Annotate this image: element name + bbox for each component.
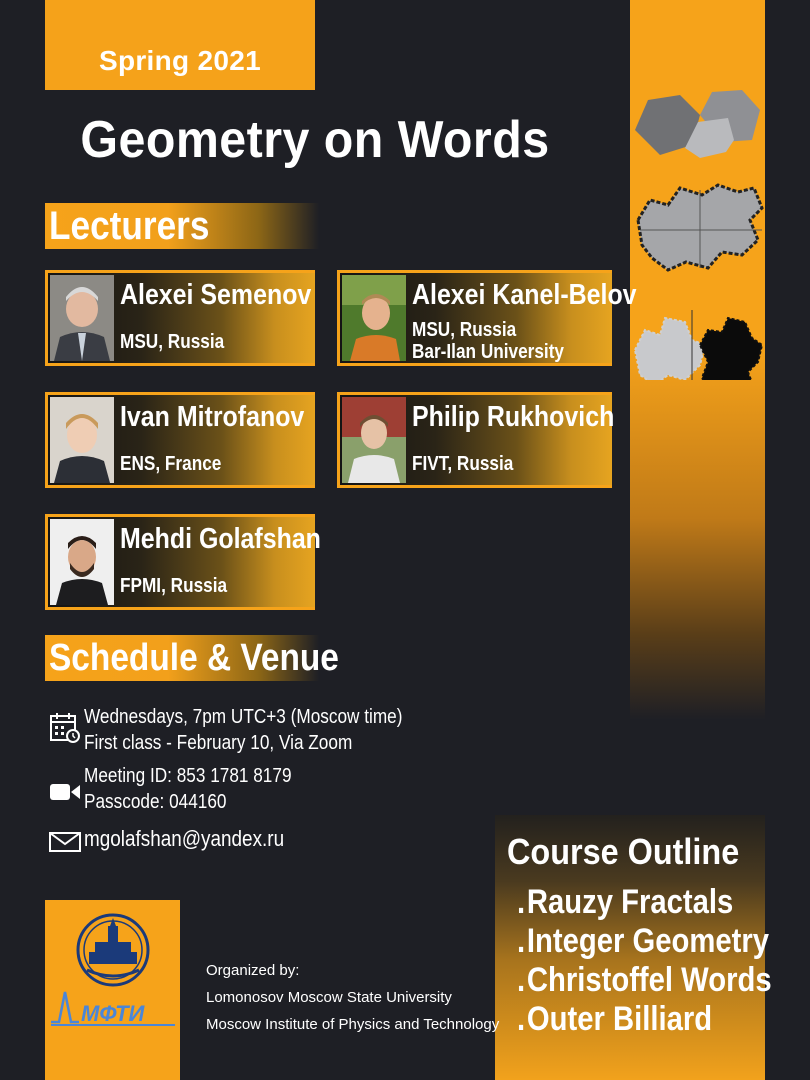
schedule-title: Schedule & Venue (49, 636, 339, 679)
rauzy-fractal-tiles (635, 90, 760, 158)
lecturer-card (45, 270, 315, 366)
contact-email[interactable]: mgolafshan@yandex.ru (84, 826, 285, 851)
mipt-logo (49, 988, 177, 1028)
christoffel-fractal (635, 310, 762, 380)
lecturer-name: Philip Rukhovich (412, 401, 615, 433)
lecturers-title: Lecturers (49, 203, 210, 248)
lecturer-affiliation: FIVT, Russia (412, 453, 514, 475)
lecturer-photo (342, 275, 406, 361)
lecturer-card (337, 270, 637, 366)
calendar-icon (49, 712, 81, 744)
page-title: Geometry on Words (80, 111, 550, 169)
meeting-id: Meeting ID: 853 1781 8179 (84, 765, 292, 787)
mipt-logo-text: МФТИ (81, 1001, 145, 1026)
outline-topic: .Rauzy Fractals (517, 883, 734, 921)
passcode: Passcode: 044160 (84, 791, 227, 813)
schedule-header (45, 635, 339, 681)
lecturer-name: Alexei Semenov (120, 279, 312, 311)
lecturer-photo (50, 275, 114, 361)
lecturer-affiliation-2: Bar-Ilan University (412, 341, 564, 363)
lecturer-card (45, 514, 321, 610)
lecturer-affiliation: ENS, France (120, 453, 222, 475)
outline-title: Course Outline (507, 831, 740, 872)
outline-topic: .Christoffel Words (517, 961, 772, 999)
video-camera-icon (49, 781, 81, 803)
lecturer-photo (342, 397, 406, 483)
organizer-msu: Lomonosov Moscow State University (206, 989, 452, 1006)
organizer-mipt: Moscow Institute of Physics and Technology (206, 1016, 500, 1033)
schedule-first-class: First class - February 10, Via Zoom (84, 732, 353, 754)
season-label: Spring 2021 (98, 45, 262, 76)
fractal-illustrations (630, 40, 765, 380)
logos-panel (45, 900, 180, 1080)
lecturers-header (45, 203, 319, 249)
outline-topic: .Integer Geometry (517, 922, 769, 960)
season-banner (45, 0, 315, 90)
lecturer-name: Alexei Kanel-Belov (412, 279, 637, 311)
lecturer-affiliation: MSU, Russia (120, 331, 225, 353)
boundary-fractal (638, 185, 762, 270)
lecturer-affiliation: MSU, Russia (412, 319, 517, 341)
lecturer-card (45, 392, 315, 488)
envelope-icon (49, 832, 81, 852)
lecturer-photo (50, 397, 114, 483)
lecturer-name: Mehdi Golafshan (120, 523, 321, 555)
organized-by-label: Organized by: (206, 962, 300, 979)
course-outline (495, 815, 772, 1080)
lecturer-photo (50, 519, 114, 605)
msu-logo (75, 912, 151, 988)
schedule-time: Wednesdays, 7pm UTC+3 (Moscow time) (84, 706, 403, 728)
lecturer-card (337, 392, 615, 488)
outline-topic: .Outer Billiard (517, 1000, 713, 1038)
lecturer-affiliation: FPMI, Russia (120, 575, 228, 597)
lecturer-name: Ivan Mitrofanov (120, 401, 305, 433)
